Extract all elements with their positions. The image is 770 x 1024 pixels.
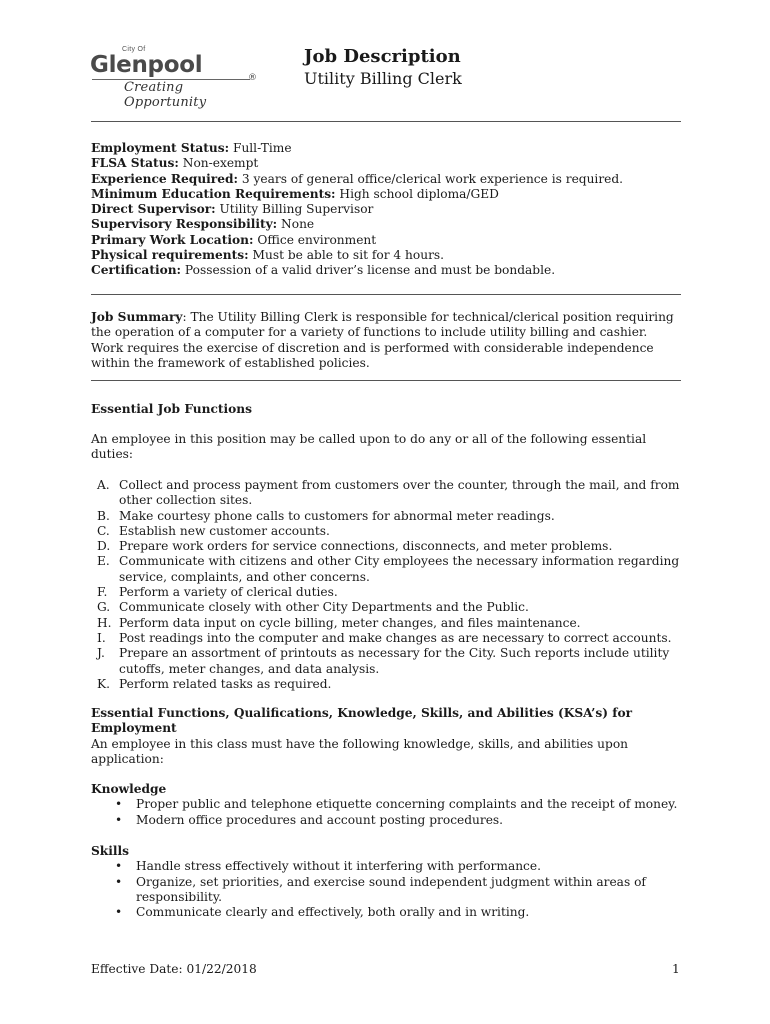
item-letter: A. bbox=[97, 478, 110, 492]
city-logo bbox=[88, 46, 263, 110]
intro-line: application: bbox=[91, 752, 164, 767]
detail-row bbox=[91, 248, 686, 263]
detail-value: Office environment bbox=[253, 232, 377, 247]
detail-value: None bbox=[277, 217, 315, 232]
item-text: cutoffs, meter changes, and data analysis. bbox=[119, 661, 380, 676]
list-item bbox=[91, 646, 686, 677]
item-text: responsibility. bbox=[136, 889, 222, 904]
detail-value: Non-exempt bbox=[178, 156, 259, 171]
detail-row bbox=[91, 141, 686, 156]
title-block bbox=[304, 46, 462, 90]
logo-registered-mark: ® bbox=[248, 73, 257, 83]
detail-label: FLSA Status: bbox=[91, 156, 179, 171]
knowledge-section bbox=[91, 782, 686, 828]
item-letter: F. bbox=[97, 585, 108, 600]
ksa-heading-block bbox=[91, 706, 686, 737]
summary-line: Work requires the exercise of discretion and is performed with considerable independence bbox=[91, 340, 654, 355]
bullet-icon: • bbox=[115, 874, 123, 889]
intro-line: duties: bbox=[91, 447, 134, 462]
item-text: Perform data input on cycle billing, meter changes, and files maintenance. bbox=[119, 615, 581, 630]
essential-duties-list bbox=[91, 478, 686, 692]
section-heading: Essential Job Functions bbox=[91, 402, 253, 416]
skills-heading: Skills bbox=[91, 844, 129, 858]
bullet-icon: • bbox=[115, 905, 123, 920]
logo-tagline: Creating Opportunity bbox=[124, 80, 207, 110]
essential-functions-heading bbox=[91, 402, 686, 417]
summary-line: within the framework of established policies. bbox=[91, 355, 370, 370]
divider-summary-top bbox=[91, 294, 681, 295]
detail-value: Possession of a valid driver’s license and must be bondable. bbox=[181, 263, 556, 278]
intro-line: An employee in this class must have the following knowledge, skills, and abilities upon bbox=[91, 737, 629, 751]
item-letter: D. bbox=[97, 539, 111, 554]
ksa-intro bbox=[91, 737, 686, 768]
item-text: Prepare work orders for service connections, disconnects, and meter problems. bbox=[119, 539, 613, 554]
list-item bbox=[91, 554, 686, 585]
item-letter: E. bbox=[97, 554, 110, 569]
job-summary bbox=[91, 310, 686, 371]
detail-value: 3 years of general office/clerical work experience is required. bbox=[238, 171, 624, 186]
item-text: Perform related tasks as required. bbox=[119, 676, 332, 691]
item-letter: C. bbox=[97, 523, 110, 538]
item-letter: B. bbox=[97, 508, 110, 523]
list-item bbox=[91, 539, 686, 554]
list-item bbox=[91, 859, 686, 874]
detail-label: Supervisory Responsibility: bbox=[91, 217, 278, 232]
page-subtitle: Utility Billing Clerk bbox=[304, 69, 462, 88]
knowledge-heading: Knowledge bbox=[91, 782, 167, 796]
summary-label: Job Summary bbox=[91, 310, 183, 324]
bullet-icon: • bbox=[115, 812, 123, 827]
item-text: Communicate closely with other City Departments and the Public. bbox=[119, 600, 529, 615]
item-text: Post readings into the computer and make changes as are necessary to correct accounts. bbox=[119, 630, 672, 645]
list-item bbox=[91, 478, 686, 509]
detail-label: Employment Status: bbox=[91, 141, 230, 155]
item-text: Prepare an assortment of printouts as necessary for the City. Such reports include utility bbox=[119, 646, 670, 661]
item-text: Establish new customer accounts. bbox=[119, 523, 330, 538]
list-item bbox=[91, 677, 686, 692]
list-item bbox=[91, 616, 686, 631]
list-item bbox=[91, 813, 686, 828]
list-item bbox=[91, 585, 686, 600]
detail-row bbox=[91, 233, 686, 248]
page-title: Job Description bbox=[304, 46, 461, 67]
item-letter: J. bbox=[97, 646, 105, 661]
detail-row bbox=[91, 263, 686, 278]
item-text: Communicate with citizens and other City employees the necessary information regarding bbox=[119, 554, 680, 569]
detail-label: Experience Required: bbox=[91, 171, 239, 186]
item-text: Organize, set priorities, and exercise sound independent judgment within areas of bbox=[136, 874, 646, 889]
item-text: Proper public and telephone etiquette concerning complaints and the receipt of money. bbox=[136, 797, 678, 812]
item-letter: I. bbox=[97, 630, 106, 645]
list-item bbox=[91, 524, 686, 539]
logo-city-of: City Of bbox=[122, 46, 146, 53]
detail-value: Must be able to sit for 4 hours. bbox=[248, 248, 445, 263]
list-item bbox=[91, 905, 686, 920]
bullet-icon: • bbox=[115, 859, 123, 874]
list-item bbox=[91, 509, 686, 524]
summary-line bbox=[91, 310, 686, 325]
item-text: Make courtesy phone calls to customers for abnormal meter readings. bbox=[119, 508, 555, 523]
page-number: 1 bbox=[672, 962, 680, 976]
item-text: other collection sites. bbox=[119, 493, 253, 508]
item-text: Modern office procedures and account posting procedures. bbox=[136, 812, 504, 827]
section-heading: Essential Functions, Qualifications, Knowledge, Skills, and Abilities (KSA’s) for Employment bbox=[91, 706, 633, 736]
detail-row bbox=[91, 217, 686, 232]
list-item bbox=[91, 797, 686, 812]
list-item bbox=[91, 600, 686, 615]
essential-intro bbox=[91, 432, 686, 463]
skills-section bbox=[91, 844, 686, 920]
detail-row bbox=[91, 202, 686, 217]
item-letter: G. bbox=[97, 600, 111, 615]
summary-line: the operation of a computer for a variety of functions to include utility billing and cashier. bbox=[91, 325, 648, 340]
summary-text: : The Utility Billing Clerk is responsible for technical/clerical position requiring bbox=[182, 310, 674, 324]
detail-value: Full-Time bbox=[229, 141, 292, 155]
logo-name: Glenpool bbox=[90, 52, 203, 78]
job-details bbox=[91, 141, 686, 279]
detail-label: Certification: bbox=[91, 263, 182, 278]
item-text: service, complaints, and other concerns. bbox=[119, 569, 370, 584]
intro-line: An employee in this position may be called upon to do any or all of the following essential bbox=[91, 432, 647, 446]
item-text: Collect and process payment from customers over the counter, through the mail, and from bbox=[119, 478, 680, 492]
effective-date: Effective Date: 01/22/2018 bbox=[91, 962, 257, 976]
item-letter: H. bbox=[97, 615, 112, 630]
divider-summary-bottom bbox=[91, 380, 681, 381]
detail-label: Primary Work Location: bbox=[91, 232, 254, 247]
item-text: Perform a variety of clerical duties. bbox=[119, 585, 338, 600]
detail-row bbox=[91, 156, 686, 171]
item-text: Communicate clearly and effectively, both orally and in writing. bbox=[136, 905, 530, 920]
detail-value: High school diploma/GED bbox=[335, 186, 499, 201]
detail-row bbox=[91, 187, 686, 202]
list-item bbox=[91, 631, 686, 646]
bullet-icon: • bbox=[115, 797, 123, 812]
item-text: Handle stress effectively without it interfering with performance. bbox=[136, 859, 541, 874]
divider-top bbox=[91, 121, 681, 122]
list-item bbox=[91, 875, 686, 906]
item-letter: K. bbox=[97, 676, 110, 691]
detail-value: Utility Billing Supervisor bbox=[215, 202, 374, 217]
detail-row bbox=[91, 172, 686, 187]
detail-label: Minimum Education Requirements: bbox=[91, 186, 336, 201]
detail-label: Physical requirements: bbox=[91, 248, 249, 263]
detail-label: Direct Supervisor: bbox=[91, 202, 216, 217]
